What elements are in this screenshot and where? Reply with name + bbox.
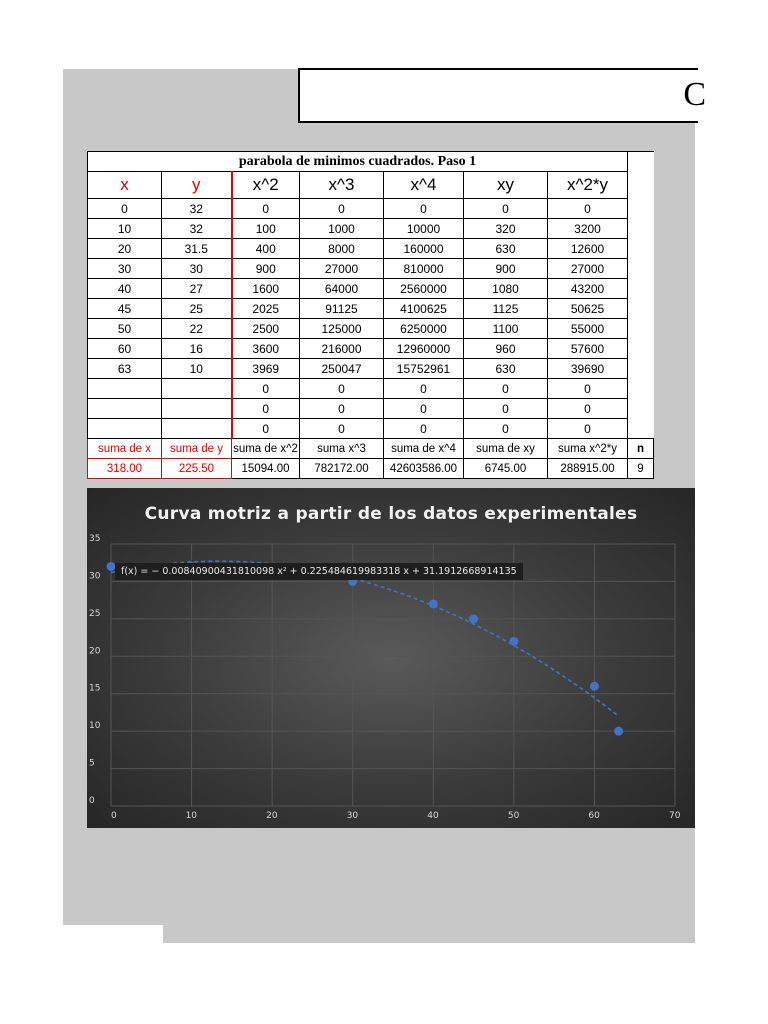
table-cell[interactable]: 91125 xyxy=(300,299,384,319)
table-row xyxy=(88,199,654,219)
table-cell[interactable] xyxy=(162,379,232,399)
table-cell[interactable]: 0 xyxy=(464,199,548,219)
least-squares-table xyxy=(87,151,654,479)
x-tick-label: 60 xyxy=(588,811,600,821)
trendline-equation: f(x) = − 0.00840900431810098 x² + 0.225484619983318 x + 31.1912668914135 xyxy=(115,563,523,580)
table-cell[interactable]: 0 xyxy=(464,399,548,419)
blank-cell xyxy=(628,419,654,439)
y-tick-label: 30 xyxy=(89,571,101,582)
column-header[interactable]: x^3 xyxy=(300,172,384,199)
table-row xyxy=(88,359,654,379)
x-tick-label: 50 xyxy=(507,811,520,821)
data-point xyxy=(590,682,599,691)
data-point xyxy=(614,727,623,736)
table-cell[interactable]: 0 xyxy=(300,419,384,439)
table-cell[interactable]: 0 xyxy=(464,379,548,399)
table-cell[interactable]: 3969 xyxy=(232,359,300,379)
table-cell[interactable]: 216000 xyxy=(300,339,384,359)
x-tick-label: 70 xyxy=(669,811,681,821)
table-cell[interactable]: 0 xyxy=(548,379,628,399)
table-cell[interactable]: 250047 xyxy=(300,359,384,379)
blank-cell xyxy=(628,399,654,419)
table-cell[interactable]: 0 xyxy=(548,419,628,439)
data-point xyxy=(469,614,478,623)
table-cell[interactable]: 2025 xyxy=(232,299,300,319)
table-cell[interactable]: 0 xyxy=(300,199,384,219)
column-header[interactable]: x^2 xyxy=(232,172,300,199)
blank-cell xyxy=(628,219,654,239)
sum-value[interactable]: 15094.00 xyxy=(232,459,300,479)
table-cell[interactable]: 0 xyxy=(384,399,464,419)
sum-value-row xyxy=(88,459,654,479)
sum-label[interactable]: suma de x^2 xyxy=(232,439,300,459)
table-cell[interactable]: 0 xyxy=(464,419,548,439)
chart-panel[interactable] xyxy=(87,488,695,828)
y-tick-label: 15 xyxy=(89,683,101,694)
sum-value[interactable]: 225.50 xyxy=(162,459,232,479)
table-cell[interactable]: 20 xyxy=(88,239,162,259)
sum-value[interactable]: 9 xyxy=(628,459,654,479)
table-cell[interactable]: 4100625 xyxy=(384,299,464,319)
table-cell[interactable]: 15752961 xyxy=(384,359,464,379)
table-cell[interactable]: 0 xyxy=(232,379,300,399)
sum-label[interactable]: suma x^2*y xyxy=(548,439,628,459)
table-cell[interactable]: 64000 xyxy=(300,279,384,299)
table-cell[interactable]: 1600 xyxy=(232,279,300,299)
sum-label[interactable]: suma de x^4 xyxy=(384,439,464,459)
table-cell[interactable]: 125000 xyxy=(300,319,384,339)
column-header[interactable]: x^4 xyxy=(384,172,464,199)
table-cell[interactable]: 0 xyxy=(300,399,384,419)
table-cell[interactable] xyxy=(162,399,232,419)
data-sheet xyxy=(87,151,654,479)
column-header[interactable]: x^2*y xyxy=(548,172,628,199)
table-cell[interactable]: 60 xyxy=(88,339,162,359)
y-tick-label: 5 xyxy=(89,758,95,769)
scatter-chart xyxy=(87,488,695,828)
table-cell[interactable]: 900 xyxy=(464,259,548,279)
table-cell[interactable]: 30 xyxy=(162,259,232,279)
column-header[interactable]: xy xyxy=(464,172,548,199)
table-cell[interactable]: 30 xyxy=(88,259,162,279)
table-row xyxy=(88,339,654,359)
table-cell[interactable]: 0 xyxy=(384,199,464,219)
table-cell[interactable] xyxy=(88,399,162,419)
y-tick-label: 20 xyxy=(89,646,101,657)
table-cell[interactable]: 1125 xyxy=(464,299,548,319)
table-cell[interactable]: 40 xyxy=(88,279,162,299)
table-cell[interactable]: 8000 xyxy=(300,239,384,259)
table-cell[interactable]: 16 xyxy=(162,339,232,359)
sum-label[interactable]: suma de xy xyxy=(464,439,548,459)
table-cell[interactable]: 12600 xyxy=(548,239,628,259)
table-cell[interactable]: 630 xyxy=(464,359,548,379)
table-cell[interactable]: 0 xyxy=(384,419,464,439)
table-cell[interactable]: 27000 xyxy=(548,259,628,279)
x-tick-label: 40 xyxy=(427,811,439,821)
column-header[interactable]: x xyxy=(88,172,162,199)
table-row xyxy=(88,299,654,319)
table-cell[interactable]: 10 xyxy=(88,219,162,239)
trendline xyxy=(111,561,619,716)
sum-value[interactable]: 782172.00 xyxy=(300,459,384,479)
table-cell[interactable]: 2560000 xyxy=(384,279,464,299)
table-cell[interactable]: 100 xyxy=(232,219,300,239)
x-tick-label: 0 xyxy=(111,811,117,821)
table-cell[interactable]: 0 xyxy=(232,399,300,419)
table-cell[interactable]: 39690 xyxy=(548,359,628,379)
table-cell[interactable]: 31.5 xyxy=(162,239,232,259)
table-cell[interactable]: 0 xyxy=(232,199,300,219)
header-title-box xyxy=(298,68,706,123)
table-row xyxy=(88,419,654,439)
sum-label[interactable]: suma x^3 xyxy=(300,439,384,459)
table-cell[interactable]: 1000 xyxy=(300,219,384,239)
table-cell[interactable]: 50 xyxy=(88,319,162,339)
table-cell[interactable] xyxy=(162,419,232,439)
table-row xyxy=(88,279,654,299)
data-point xyxy=(429,599,438,608)
table-cell[interactable]: 0 xyxy=(548,199,628,219)
table-cell[interactable]: 810000 xyxy=(384,259,464,279)
x-tick-label: 10 xyxy=(185,811,198,821)
table-cell[interactable]: 400 xyxy=(232,239,300,259)
table-cell[interactable]: 0 xyxy=(300,379,384,399)
y-tick-label: 35 xyxy=(89,534,101,544)
table-cell[interactable]: 0 xyxy=(88,199,162,219)
table-cell[interactable]: 32 xyxy=(162,199,232,219)
table-cell[interactable]: 10000 xyxy=(384,219,464,239)
table-row xyxy=(88,319,654,339)
y-tick-label: 10 xyxy=(89,721,101,732)
table-cell[interactable]: 25 xyxy=(162,299,232,319)
table-cell[interactable]: 0 xyxy=(548,399,628,419)
table-cell[interactable]: 63 xyxy=(88,359,162,379)
sum-label[interactable]: n xyxy=(628,439,654,459)
blank-cell xyxy=(628,239,654,259)
data-point xyxy=(509,637,518,646)
table-cell[interactable]: 900 xyxy=(232,259,300,279)
y-tick-label: 0 xyxy=(89,796,95,806)
header-title-partial: C xyxy=(683,76,706,113)
table-cell[interactable]: 2500 xyxy=(232,319,300,339)
table-cell[interactable]: 0 xyxy=(232,419,300,439)
blank-cell xyxy=(628,172,654,199)
sum-value[interactable]: 6745.00 xyxy=(464,459,548,479)
table-cell[interactable]: 43200 xyxy=(548,279,628,299)
blank-cell xyxy=(628,359,654,379)
table-cell[interactable]: 6250000 xyxy=(384,319,464,339)
table-cell[interactable]: 10 xyxy=(162,359,232,379)
blank-cell xyxy=(628,319,654,339)
gray-background-bottom xyxy=(163,924,695,943)
table-cell[interactable]: 1100 xyxy=(464,319,548,339)
table-cell[interactable]: 960 xyxy=(464,339,548,359)
blank-cell xyxy=(628,379,654,399)
table-row xyxy=(88,239,654,259)
table-cell[interactable]: 32 xyxy=(162,219,232,239)
table-cell[interactable]: 22 xyxy=(162,319,232,339)
x-tick-label: 20 xyxy=(266,811,278,821)
table-row xyxy=(88,399,654,419)
sum-value[interactable]: 288915.00 xyxy=(548,459,628,479)
blank-cell xyxy=(628,339,654,359)
blank-cell xyxy=(628,279,654,299)
table-cell[interactable]: 45 xyxy=(88,299,162,319)
sum-label[interactable]: suma de x xyxy=(88,439,162,459)
table-title: parabola de minimos cuadrados. Paso 1 xyxy=(88,152,628,172)
table-cell[interactable]: 27000 xyxy=(300,259,384,279)
table-cell[interactable] xyxy=(88,379,162,399)
blank-cell xyxy=(628,199,654,219)
table-cell[interactable]: 1080 xyxy=(464,279,548,299)
table-cell[interactable]: 55000 xyxy=(548,319,628,339)
table-row xyxy=(88,219,654,239)
table-cell[interactable]: 50625 xyxy=(548,299,628,319)
x-tick-label: 30 xyxy=(346,811,359,821)
sum-label[interactable]: suma de y xyxy=(162,439,232,459)
table-cell[interactable] xyxy=(88,419,162,439)
table-cell[interactable]: 3200 xyxy=(548,219,628,239)
table-cell[interactable]: 27 xyxy=(162,279,232,299)
table-cell[interactable]: 0 xyxy=(384,379,464,399)
blank-cell xyxy=(628,259,654,279)
chart-title: Curva motriz a partir de los datos experimentales xyxy=(144,504,638,524)
table-cell[interactable]: 12960000 xyxy=(384,339,464,359)
table-row xyxy=(88,259,654,279)
table-cell[interactable]: 3600 xyxy=(232,339,300,359)
table-row xyxy=(88,379,654,399)
sum-value[interactable]: 318.00 xyxy=(88,459,162,479)
blank-cell xyxy=(628,299,654,319)
blank-cell xyxy=(628,152,654,172)
table-cell[interactable]: 160000 xyxy=(384,239,464,259)
table-cell[interactable]: 320 xyxy=(464,219,548,239)
table-cell[interactable]: 57600 xyxy=(548,339,628,359)
column-header[interactable]: y xyxy=(162,172,232,199)
sum-value[interactable]: 42603586.00 xyxy=(384,459,464,479)
y-tick-label: 25 xyxy=(89,608,101,619)
sum-label-row xyxy=(88,439,654,459)
table-cell[interactable]: 630 xyxy=(464,239,548,259)
